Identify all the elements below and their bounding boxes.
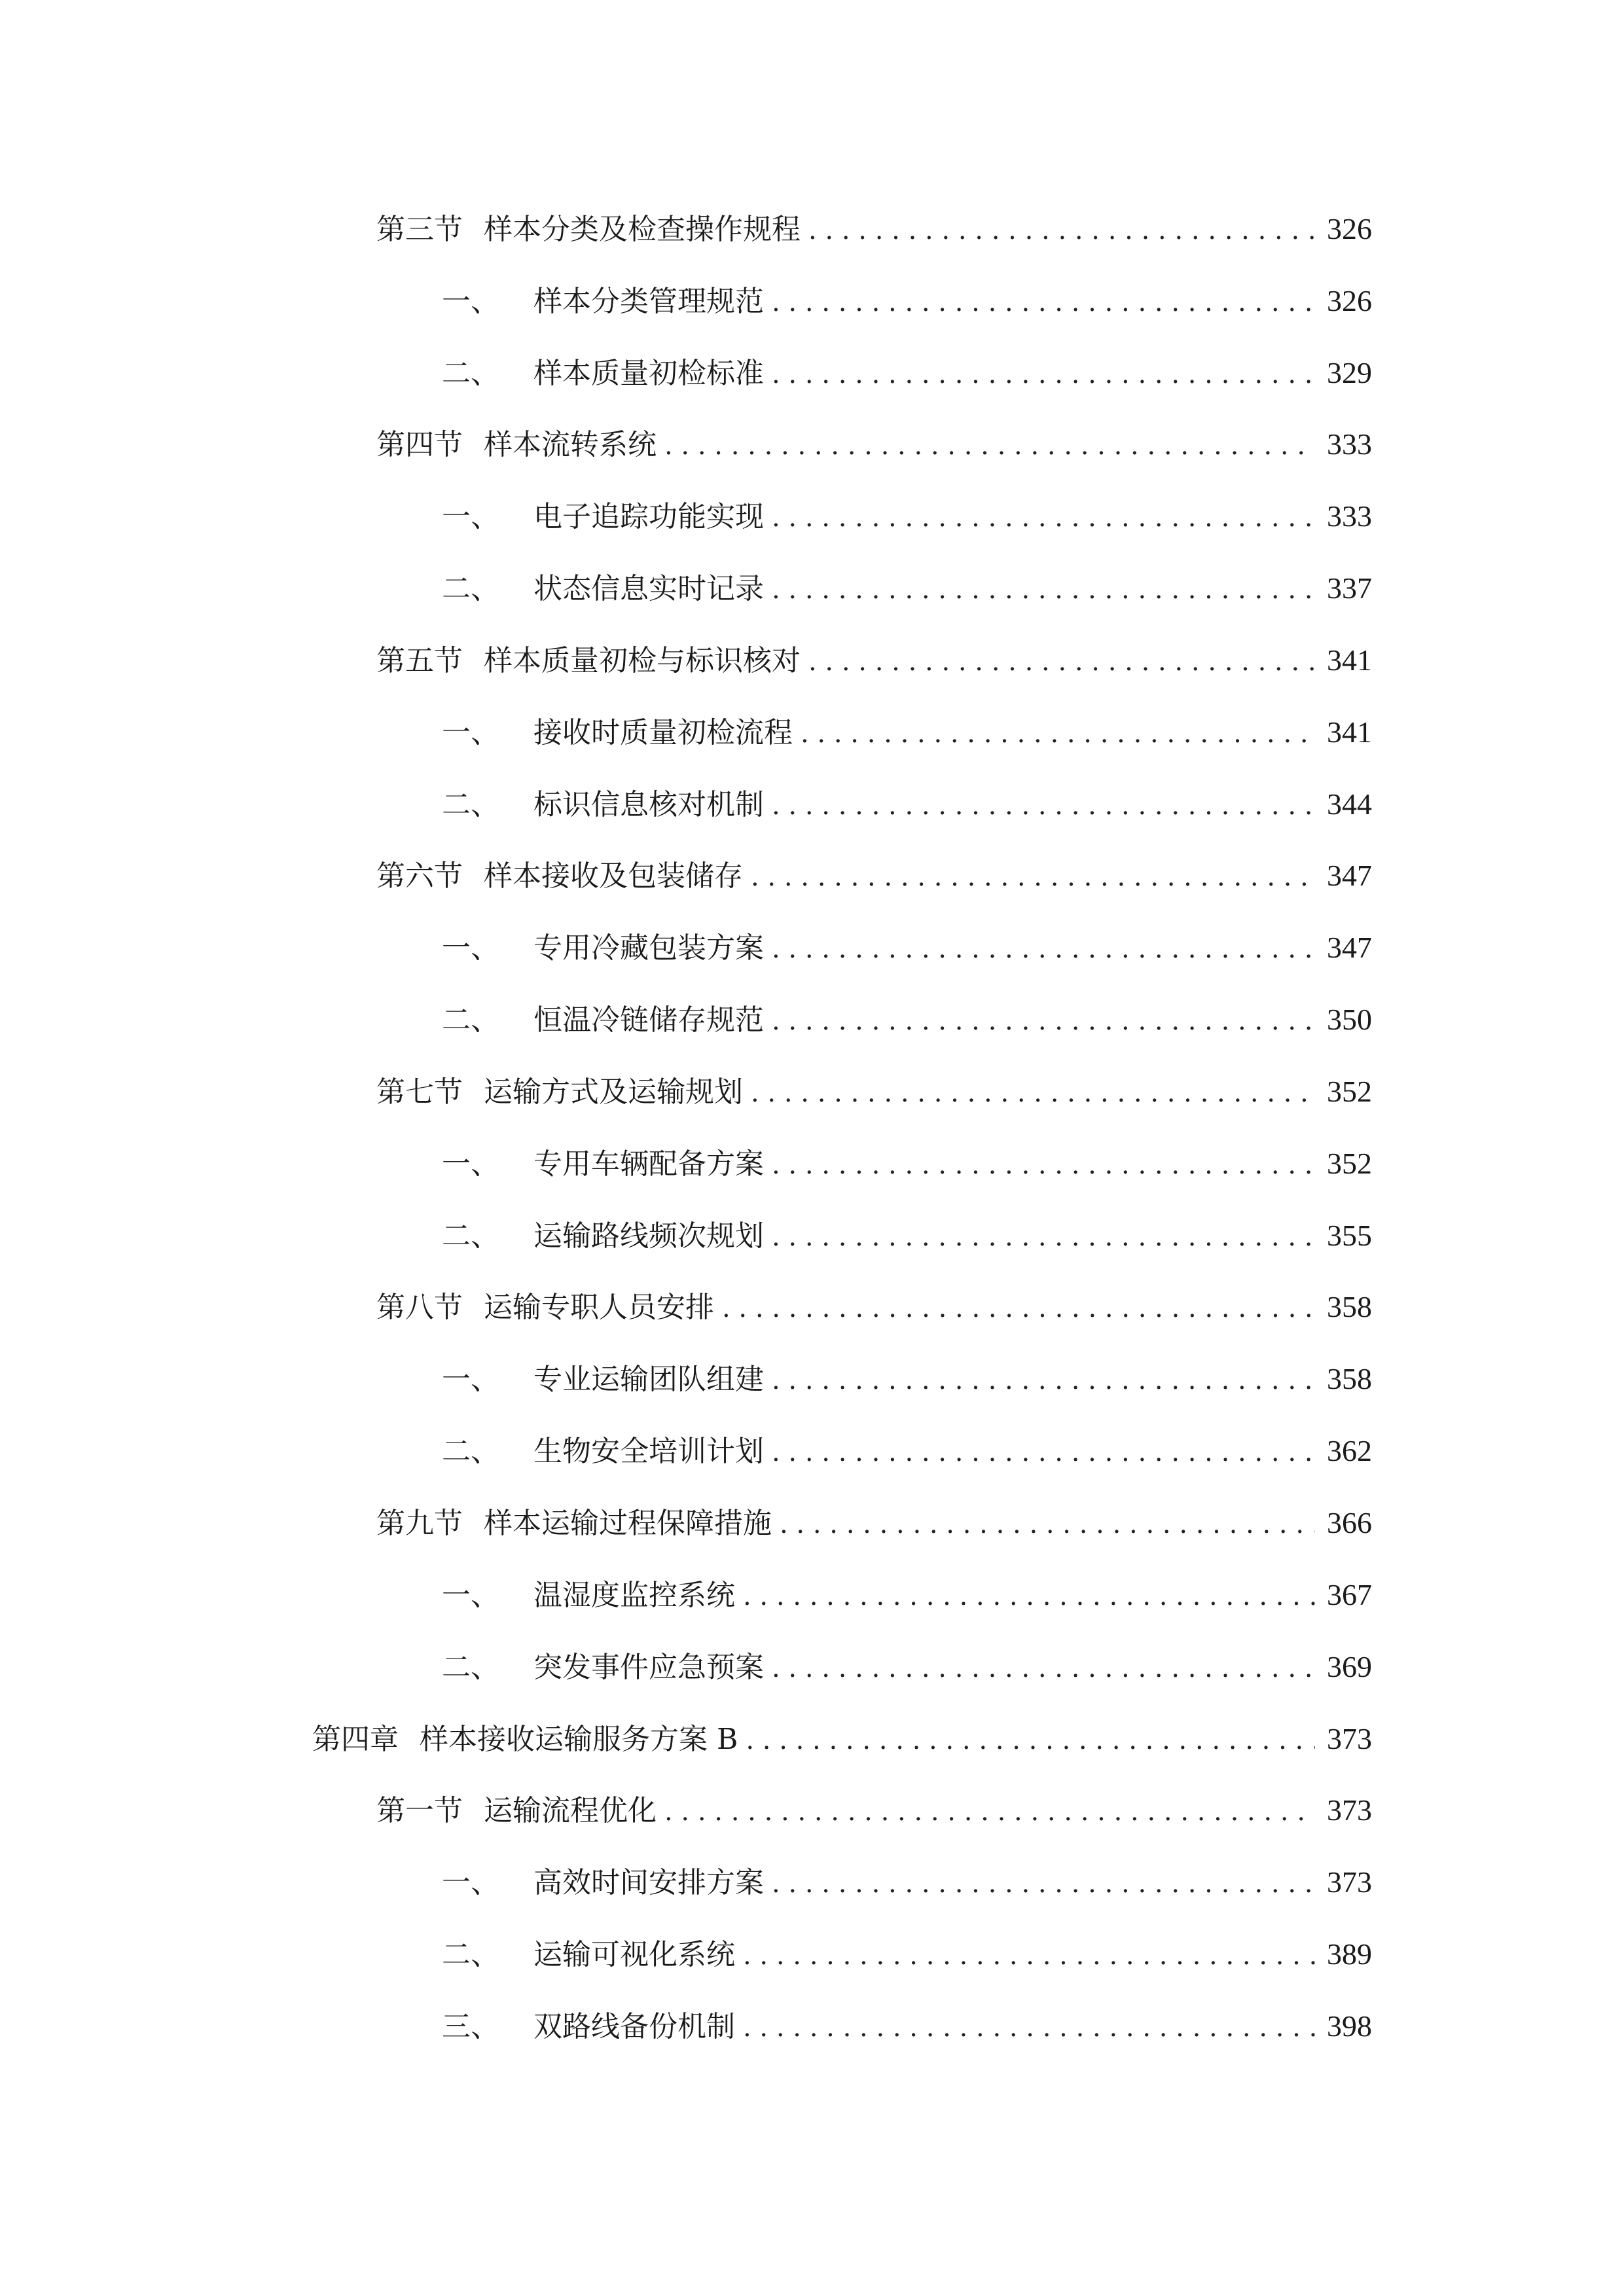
toc-title: 样本质量初检与标识核对 [484, 644, 801, 677]
toc-leader-dots [772, 1214, 1315, 1260]
toc-title: 双路线备份机制 [533, 2010, 735, 2043]
toc-label [442, 710, 793, 756]
toc-title: 高效时间安排方案 [533, 1866, 764, 1899]
toc-title: 电子追踪功能实现 [533, 500, 764, 533]
toc-leader-dots [664, 1789, 1315, 1835]
toc-number: 第三节 [376, 213, 463, 246]
toc-number: 二、 [442, 1435, 499, 1468]
toc-entry-section[interactable] [376, 1500, 1372, 1546]
toc-entry-section[interactable] [376, 637, 1372, 683]
toc-label [442, 279, 764, 325]
toc-number: 二、 [442, 1003, 499, 1037]
toc-leader-dots [780, 1501, 1315, 1547]
toc-number: 第六节 [376, 859, 463, 893]
toc-page-number: 344 [1327, 787, 1372, 821]
toc-number: 一、 [442, 285, 499, 318]
toc-leader-dots [772, 279, 1315, 325]
toc-entry-section[interactable] [376, 1284, 1372, 1330]
toc-title: 状态信息实时记录 [533, 572, 764, 605]
toc-page-number: 341 [1327, 643, 1372, 677]
toc-title: 专用车辆配备方案 [533, 1147, 764, 1181]
toc-title: 生物安全培训计划 [533, 1435, 764, 1468]
toc-page-number: 341 [1327, 715, 1372, 749]
toc-label [376, 422, 657, 468]
toc-page-number: 355 [1327, 1219, 1372, 1252]
toc-title: 运输可视化系统 [533, 1938, 735, 1971]
toc-leader-dots [722, 1285, 1315, 1331]
toc-title: 样本接收运输服务方案 B [420, 1723, 738, 1756]
toc-leader-dots [772, 495, 1315, 541]
toc-page-number: 350 [1327, 1003, 1372, 1036]
toc-number: 一、 [442, 1147, 499, 1181]
toc-page-number: 329 [1327, 356, 1372, 389]
toc-number: 二、 [442, 357, 499, 390]
toc-title: 运输路线频次规划 [533, 1219, 764, 1253]
toc-entry-item[interactable] [442, 1213, 1372, 1259]
toc-entry-item[interactable] [442, 1428, 1372, 1474]
toc-page-number: 389 [1327, 1937, 1372, 1971]
toc-label [442, 1860, 764, 1906]
toc-page-number: 326 [1327, 284, 1372, 317]
toc-label [376, 853, 743, 899]
toc-number: 第四章 [312, 1723, 399, 1756]
toc-label [442, 494, 764, 540]
toc-leader-dots [743, 2005, 1315, 2051]
toc-page-number: 352 [1327, 1147, 1372, 1180]
toc-label [442, 925, 764, 971]
toc-entry-item[interactable] [442, 1931, 1372, 1977]
toc-title: 运输流程优化 [484, 1794, 657, 1827]
toc-page-number: 333 [1327, 427, 1372, 461]
toc-label [376, 1501, 772, 1547]
toc-number: 第八节 [376, 1291, 463, 1324]
toc-number: 一、 [442, 500, 499, 533]
toc-leader-dots [772, 1142, 1315, 1188]
toc-leader-dots [772, 1645, 1315, 1691]
toc-page-number: 366 [1327, 1506, 1372, 1539]
toc-leader-dots [772, 1357, 1315, 1403]
toc-page-number: 398 [1327, 2009, 1372, 2043]
toc-entry-item[interactable] [442, 925, 1372, 971]
toc-leader-dots [801, 711, 1315, 757]
toc-entry-section[interactable] [376, 853, 1372, 899]
toc-entry-item[interactable] [442, 350, 1372, 396]
toc-label [442, 1573, 735, 1619]
toc-page-number: 358 [1327, 1362, 1372, 1395]
toc-title: 专业运输团队组建 [533, 1363, 764, 1396]
toc-page-number: 373 [1327, 1722, 1372, 1755]
toc-page-number: 352 [1327, 1075, 1372, 1108]
toc-label [442, 1429, 764, 1475]
toc-leader-dots [772, 1861, 1315, 1907]
toc-entry-item[interactable] [442, 1141, 1372, 1187]
toc-leader-dots [743, 1933, 1315, 1979]
toc-entry-item[interactable] [442, 278, 1372, 324]
toc-title: 样本运输过程保障措施 [484, 1507, 772, 1540]
toc-title: 突发事件应急预案 [533, 1651, 764, 1684]
toc-page-number: 326 [1327, 212, 1372, 245]
toc-entry-item[interactable] [442, 565, 1372, 611]
toc-number: 二、 [442, 1219, 499, 1253]
toc-title: 恒温冷链储存规范 [533, 1003, 764, 1037]
toc-entry-item[interactable] [442, 1859, 1372, 1905]
toc-number: 第五节 [376, 644, 463, 677]
toc-leader-dots [751, 1070, 1315, 1116]
toc-entry-item[interactable] [442, 997, 1372, 1043]
toc-label [442, 566, 764, 612]
toc-title: 样本分类及检查操作规程 [484, 213, 801, 246]
toc-page-number: 373 [1327, 1865, 1372, 1899]
toc-leader-dots [772, 351, 1315, 397]
toc-entry-item[interactable] [442, 493, 1372, 539]
toc-label [442, 351, 764, 397]
toc-number: 二、 [442, 788, 499, 821]
toc-title: 样本质量初检标准 [533, 357, 764, 390]
toc-title: 专用冷藏包装方案 [533, 931, 764, 965]
toc-number: 一、 [442, 716, 499, 749]
toc-number: 二、 [442, 1938, 499, 1971]
toc-label [376, 1788, 657, 1834]
toc-leader-dots [772, 926, 1315, 972]
toc-label [312, 1717, 738, 1763]
toc-entry-chapter[interactable] [312, 1716, 1372, 1762]
toc-number: 一、 [442, 1866, 499, 1899]
toc-title: 样本流转系统 [484, 428, 657, 461]
toc-leader-dots [772, 1429, 1315, 1475]
toc-label [442, 1213, 764, 1259]
toc-entry-item[interactable] [442, 709, 1372, 755]
toc-label [376, 1285, 714, 1331]
toc-title: 样本分类管理规范 [533, 285, 764, 318]
toc-label [442, 782, 764, 828]
toc-page-number: 367 [1327, 1578, 1372, 1611]
toc-entry-section[interactable] [376, 206, 1372, 252]
toc-entry-item[interactable] [442, 2003, 1372, 2049]
toc-label [376, 638, 801, 684]
toc-page-number: 362 [1327, 1434, 1372, 1467]
toc-entry-item[interactable] [442, 1572, 1372, 1618]
toc-label [376, 1069, 743, 1115]
toc-leader-dots [743, 1573, 1315, 1619]
toc-number: 一、 [442, 1579, 499, 1612]
toc-entry-section[interactable] [376, 1069, 1372, 1115]
toc-entry-section[interactable] [376, 422, 1372, 467]
toc-label [442, 1141, 764, 1187]
toc-number: 第九节 [376, 1507, 463, 1540]
toc-page-number: 358 [1327, 1290, 1372, 1323]
toc-entry-item[interactable] [442, 1644, 1372, 1690]
toc-page-number: 347 [1327, 859, 1372, 892]
toc-title: 标识信息核对机制 [533, 788, 764, 821]
toc-entry-item[interactable] [442, 781, 1372, 827]
toc-title: 运输方式及运输规划 [484, 1075, 743, 1109]
toc-number: 一、 [442, 931, 499, 965]
toc-page-number: 347 [1327, 931, 1372, 964]
toc-leader-dots [664, 423, 1315, 469]
toc-title: 温湿度监控系统 [533, 1579, 735, 1612]
toc-leader-dots [751, 854, 1315, 900]
toc-number: 第七节 [376, 1075, 463, 1109]
toc-leader-dots [772, 567, 1315, 613]
toc-leader-dots [746, 1717, 1315, 1763]
toc-number: 第一节 [376, 1794, 463, 1827]
toc-title: 样本接收及包装储存 [484, 859, 743, 893]
toc-page-number: 337 [1327, 571, 1372, 605]
toc-number: 二、 [442, 572, 499, 605]
toc-number: 三、 [442, 2010, 499, 2043]
toc-leader-dots [808, 639, 1315, 685]
toc-label [442, 1932, 735, 1978]
toc-leader-dots [772, 998, 1315, 1044]
toc-number: 第四节 [376, 428, 463, 461]
toc-entry-section[interactable] [376, 1787, 1372, 1833]
toc-entry-item[interactable] [442, 1356, 1372, 1402]
toc-page-number: 369 [1327, 1650, 1372, 1683]
toc-leader-dots [772, 783, 1315, 829]
toc-title: 接收时质量初检流程 [533, 716, 793, 749]
toc-label [442, 1645, 764, 1691]
toc-title: 运输专职人员安排 [484, 1291, 714, 1324]
toc-label [442, 1357, 764, 1403]
toc-label [442, 997, 764, 1043]
toc-leader-dots [808, 207, 1315, 253]
toc-number: 二、 [442, 1651, 499, 1684]
toc-label [376, 207, 801, 253]
toc-page-number: 333 [1327, 499, 1372, 533]
toc-label [442, 2004, 735, 2050]
toc-page-number: 373 [1327, 1793, 1372, 1827]
toc-number: 一、 [442, 1363, 499, 1396]
